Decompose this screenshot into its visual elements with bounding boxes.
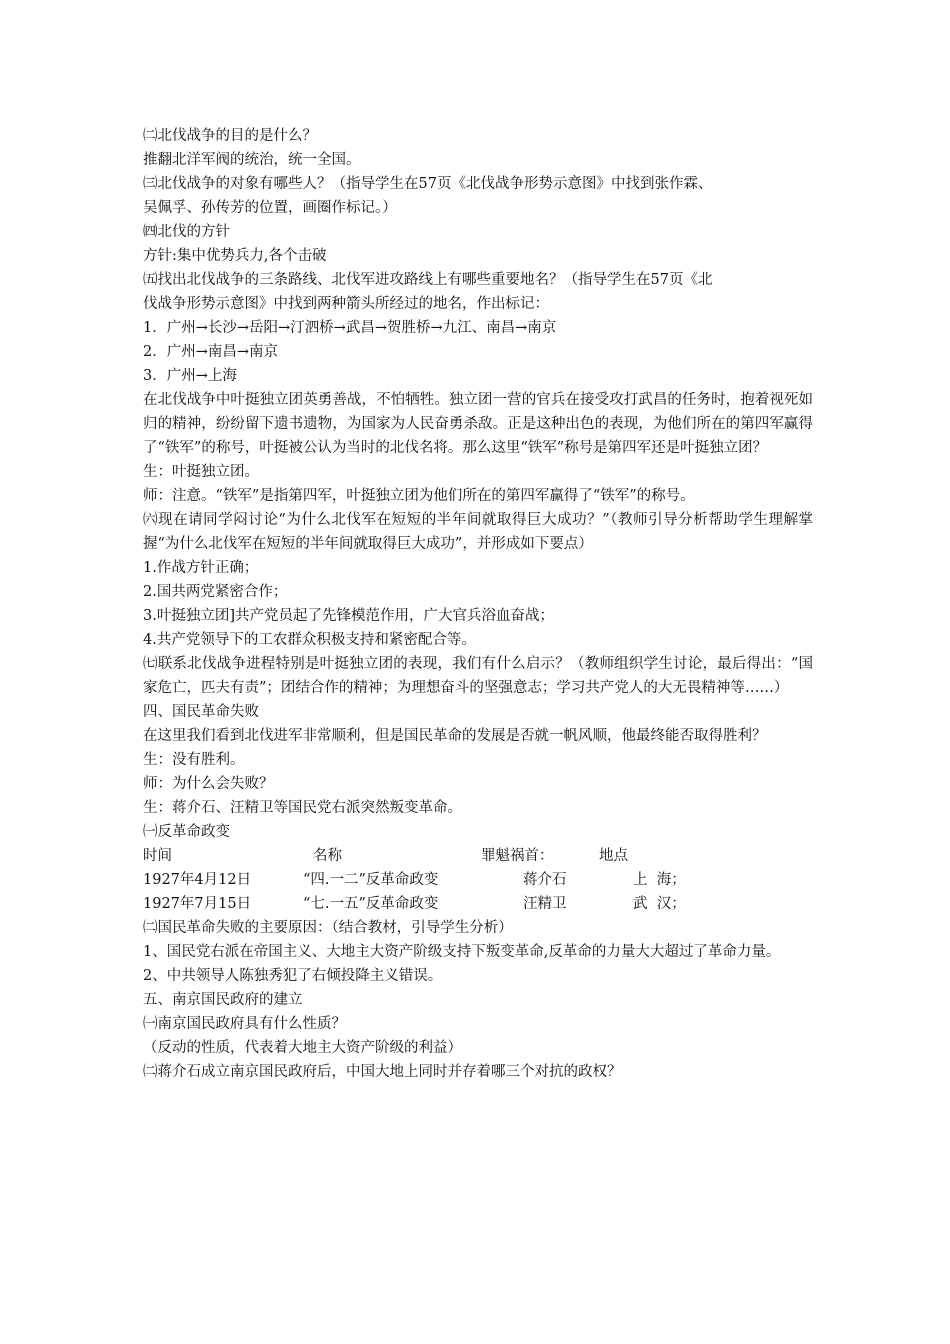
reason-1: 1.作战方针正确； [143, 560, 259, 576]
cause-1: 1、国民党右派在帝国主义、大地主大资产阶级支持下叛变革命,反革命的力量大大超过了革命力量。 [143, 944, 781, 960]
route-3: 3．广州→上海 [143, 368, 237, 384]
paragraph-iron-army: 在北伐战争中叶挺独立团英勇善战，不怕牺牲。独立团一营的官兵在接受攻打武昌的任务时，抱着视死如归的精神，纷纷留下遗书遗物，为国家为人民奋勇杀敌。正是这种出色的表现，为他们所在的第四军赢得了“铁军”的称号，叶挺被公认为当时的北伐名将。那么这里“铁军”称号是第四军还是叶挺独立团？ [143, 392, 813, 456]
question-nature: ㈠南京国民政府具有什么性质？ [143, 1016, 346, 1032]
student-answer: 生：叶挺独立团。 [143, 464, 259, 480]
answer-purpose: 推翻北洋军阀的统治，统一全国。 [143, 152, 361, 168]
route-1: 1．广州→长沙→岳阳→汀泗桥→武昌→贺胜桥→九江、南昌→南京 [143, 320, 557, 336]
heading-policy: ㈣北伐的方针 [143, 224, 230, 240]
table-header-time: 时间 [143, 848, 172, 864]
policy-text: 方针:集中优势兵力,各个击破 [143, 248, 327, 264]
cause-2: 2、中共领导人陈独秀犯了右倾投降主义错误。 [143, 968, 443, 984]
table-header-place: 地点 [599, 848, 628, 864]
paragraph-question: 在这里我们看到北伐进军非常顺利，但是国民革命的发展是否就一帆风顺，他最终能否取得胜利？ [143, 728, 767, 744]
reason-4: 4.共产党领导下的工农群众积极支持和紧密配合等。 [143, 632, 476, 648]
dialog-line: 生：没有胜利。 [143, 752, 245, 768]
question-regimes: ㈡蒋介石成立南京国民政府后，中国大地上同时并存着哪三个对抗的政权？ [143, 1064, 622, 1080]
question-targets-cont: 吴佩孚、孙传芳的位置，画圈作标记。） [143, 200, 397, 216]
cause-heading: ㈡国民革命失败的主要原因：（结合教材，引导学生分析） [143, 920, 513, 936]
table-cell-time: 1927年4月12日 [143, 872, 252, 888]
answer-nature: （反动的性质，代表着大地主大资产阶级的利益） [143, 1040, 462, 1056]
table-header-name: 名称 [313, 848, 342, 864]
table-cell-name: “四.一二”反革命政变 [303, 872, 439, 888]
subheading-coup: ㈠反革命政变 [143, 824, 230, 840]
section-5-title: 五、南京国民政府的建立 [143, 992, 303, 1008]
table-cell-time: 1927年7月15日 [143, 896, 252, 912]
section-4-title: 四、国民革命失败 [143, 704, 259, 720]
paragraph-discussion: ㈥现在请同学闷讨论“为什么北伐军在短短的半年间就取得巨大成功？”（教师引导分析帮助学生理解掌握“为什么北伐军在短短的半年间就取得巨大成功”，并形成如下要点） [143, 512, 813, 552]
table-cell-place: 武 汉； [633, 896, 686, 912]
table-row [143, 892, 813, 916]
reason-3: 3.叶挺独立团]共产党员起了先锋模范作用，广大官兵浴血奋战； [143, 608, 554, 624]
question-purpose: ㈡北伐战争的目的是什么？ [143, 128, 317, 144]
dialog-line: 师：为什么会失败？ [143, 776, 274, 792]
table-header-row [143, 844, 813, 868]
table-cell-culprit: 汪精卫 [523, 896, 567, 912]
table-row [143, 868, 813, 892]
table-cell-place: 上 海； [633, 872, 686, 888]
table-cell-name: “七.一五”反革命政变 [303, 896, 439, 912]
table-header-culprit: 罪魁祸首： [481, 848, 554, 864]
dialog-line: 生：蒋介石、汪精卫等国民党右派突然叛变革命。 [143, 800, 462, 816]
reason-2: 2.国共两党紧密合作； [143, 584, 288, 600]
question-targets: ㈢北伐战争的对象有哪些人？（指导学生在57页《北伐战争形势示意图》中找到张作霖、 [143, 176, 713, 192]
question-routes: ㈤找出北伐战争的三条路线、北伐军进攻路线上有哪些重要地名？（指导学生在57页《北 [143, 272, 713, 288]
paragraph-inspiration: ㈦联系北伐战争进程特别是叶挺独立团的表现，我们有什么启示？（教师组织学生讨论，最后得出：“国家危亡，匹夫有责”；团结合作的精神；为理想奋斗的坚强意志；学习共产党人的大无畏精神等……） [143, 656, 813, 696]
question-routes-cont: 伐战争形势示意图》中找到两种箭头所经过的地名，作出标记： [143, 296, 549, 312]
teacher-note: 师：注意。“铁军”是指第四军，叶挺独立团为他们所在的第四军赢得了“铁军”的称号。 [143, 488, 695, 504]
document-body [143, 124, 813, 1084]
route-2: 2．广州→南昌→南京 [143, 344, 279, 360]
table-cell-culprit: 蒋介石 [523, 872, 567, 888]
